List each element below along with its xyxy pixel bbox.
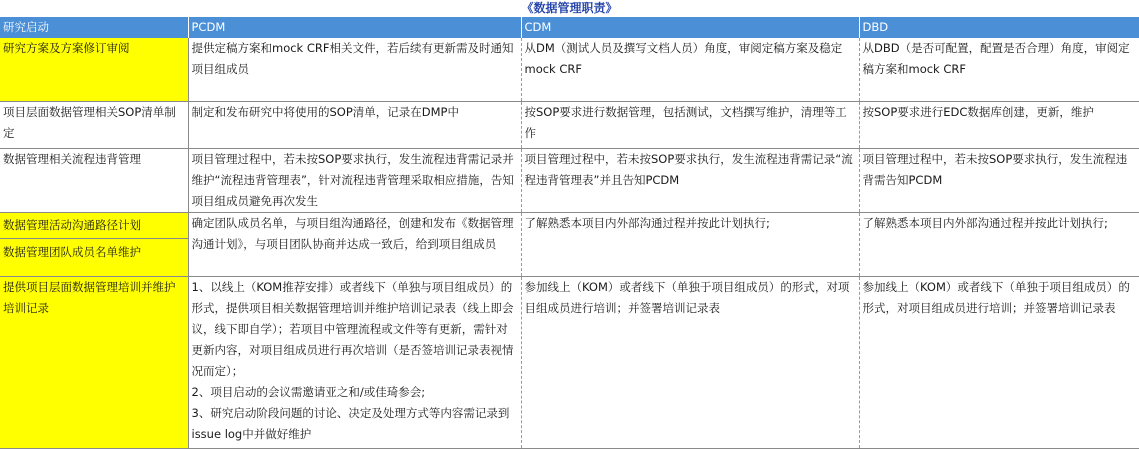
table-row xyxy=(0,101,1139,148)
pcdm-cell[interactable]: 提供定稿方案和mock CRF相关文件，若后续有更新需及时通知项目组成员 xyxy=(188,38,521,101)
dbd-cell[interactable]: 从DBD（是否可配置，配置是否合理）角度，审阅定稿方案和mock CRF xyxy=(859,38,1139,101)
cdm-cell[interactable]: 了解熟悉本项目内外部沟通过程并按此计划执行; xyxy=(521,212,859,276)
row-label[interactable]: 研究方案及方案修订审阅 xyxy=(0,38,188,101)
table-row xyxy=(0,148,1139,212)
dbd-cell[interactable]: 参加线上（KOM）或者线下（单独于项目组成员）的形式，对项目组成员进行培训；并签署培训记录表 xyxy=(859,276,1139,448)
header-research-start[interactable]: 研究启动 xyxy=(0,17,188,38)
sheet-title: 《数据管理职责》 xyxy=(521,1,618,15)
cdm-cell[interactable]: 参加线上（KOM）或者线下（单独于项目组成员）的形式，对项目组成员进行培训；并签署培训记录表 xyxy=(521,276,859,448)
table-row xyxy=(0,276,1139,448)
cdm-cell[interactable]: 从DM（测试人员及撰写文档人员）角度，审阅定稿方案及稳定mock CRF xyxy=(521,38,859,101)
pcdm-cell[interactable]: 制定和发布研究中将使用的SOP清单，记录在DMP中 xyxy=(188,101,521,148)
pcdm-cell[interactable]: 项目管理过程中，若未按SOP要求执行，发生流程违背需记录并维护“流程违背管理表”，针对流程违背管理采取相应措施，告知项目组成员避免再次发生 xyxy=(188,148,521,212)
header-row xyxy=(0,17,1139,38)
pcdm-item-2: 2、项目启动的会议需邀请亚之和/或佳琦参会; xyxy=(191,384,426,399)
table-row xyxy=(0,212,1139,276)
table-row xyxy=(0,38,1139,101)
row-label[interactable]: 数据管理相关流程违背管理 xyxy=(0,148,188,212)
row-label[interactable]: 提供项目层面数据管理培训并维护培训记录 xyxy=(0,276,188,448)
row-label[interactable]: 数据管理活动沟通路径计划 xyxy=(0,213,188,239)
header-dbd[interactable]: DBD xyxy=(859,17,1139,38)
dbd-cell[interactable]: 项目管理过程中，若未按SOP要求执行，发生流程违背需告知PCDM xyxy=(859,148,1139,212)
header-pcdm[interactable]: PCDM xyxy=(188,17,521,38)
cdm-cell[interactable]: 项目管理过程中，若未按SOP要求执行，发生流程违背需记录“流程违背管理表”并且告知PCDM xyxy=(521,148,859,212)
pcdm-cell[interactable]: 确定团队成员名单，与项目组沟通路径，创建和发布《数据管理沟通计划》，与项目团队协商并达成一致后，给到项目组成员 xyxy=(188,212,521,276)
cdm-cell[interactable]: 按SOP要求进行数据管理，包括测试，文档撰写维护，清理等工作 xyxy=(521,101,859,148)
responsibility-table xyxy=(0,17,1139,449)
header-cdm[interactable]: CDM xyxy=(521,17,859,38)
row-label[interactable]: 数据管理团队成员名单维护 xyxy=(3,244,141,259)
pcdm-cell[interactable] xyxy=(188,276,521,448)
row-label-split xyxy=(0,212,188,276)
pcdm-item-3: 3、研究启动阶段问题的讨论、决定及处理方式等内容需记录到issue log中并做好维护 xyxy=(191,405,510,441)
pcdm-item-1: 1、以线上（KOM推荐安排）或者线下（单独与项目组成员）的形式，提供项目相关数据管理培训并维护培训记录表（线上即会议，线下即自学）；若项目中管理流程或文件等有更新，需针对更新内容，对项目组成员进行再次培训（是否签培训记录表视情况而定）； xyxy=(191,279,514,378)
row-label[interactable]: 项目层面数据管理相关SOP清单制定 xyxy=(0,101,188,148)
dbd-cell[interactable]: 了解熟悉本项目内外部沟通过程并按此计划执行; xyxy=(859,212,1139,276)
dbd-cell[interactable]: 按SOP要求进行EDC数据库创建，更新，维护 xyxy=(859,101,1139,148)
